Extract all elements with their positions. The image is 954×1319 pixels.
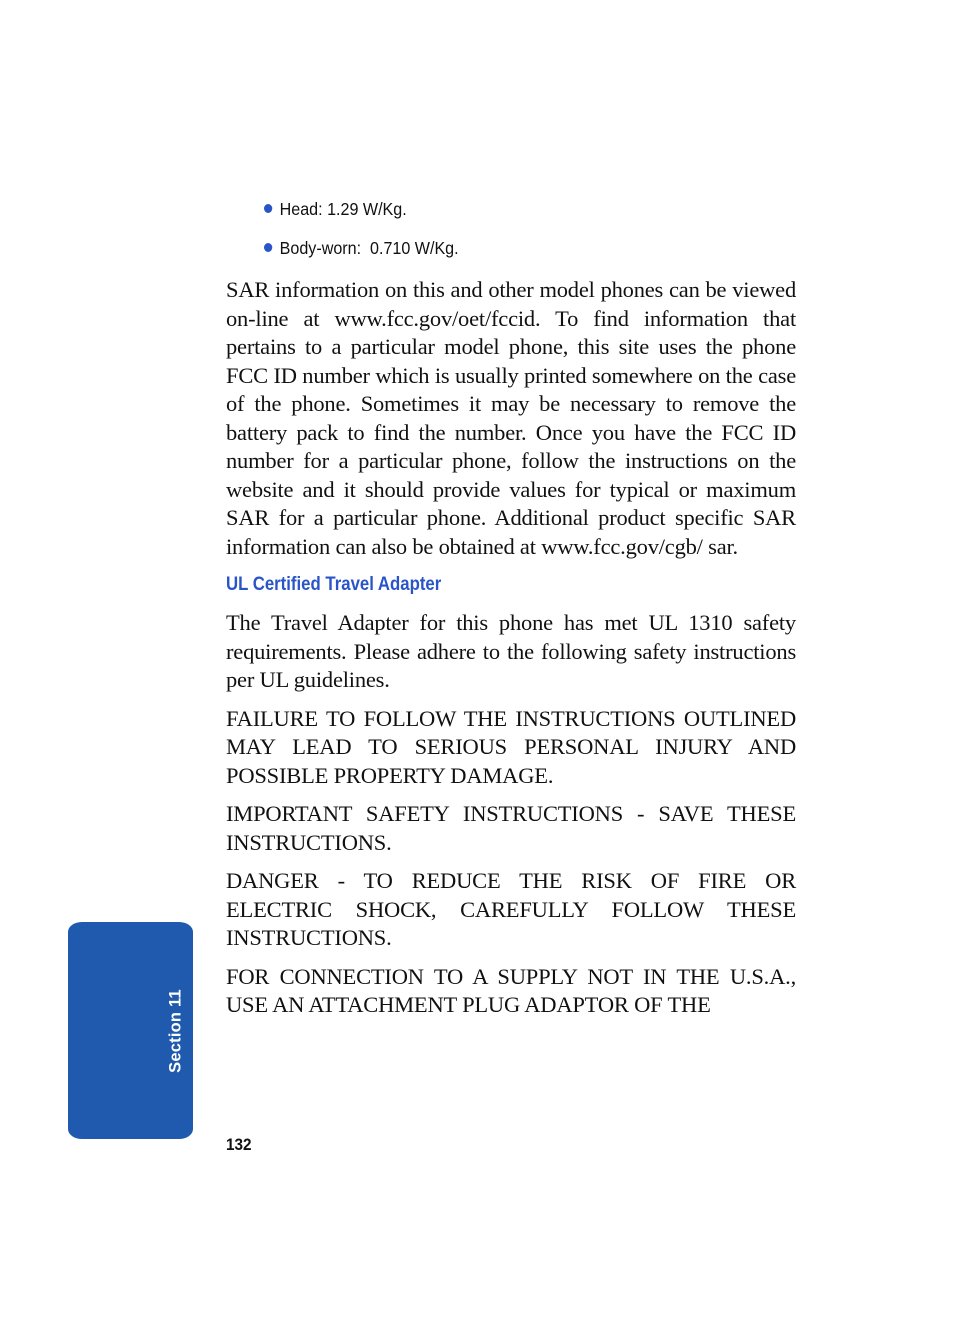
sar-values-list <box>226 198 796 259</box>
bullet-text-head: Head: 1.29 W/Kg. <box>279 199 407 219</box>
page-content <box>226 198 796 1030</box>
important-instructions-paragraph: IMPORTANT SAFETY INSTRUCTIONS - SAVE THESE INSTRUCTIONS. <box>226 801 796 855</box>
connection-paragraph: FOR CONNECTION TO A SUPPLY NOT IN THE U.S.A., USE AN ATTACHMENT PLUG ADAPTOR OF THE <box>226 963 796 1017</box>
failure-warning-paragraph: FAILURE TO FOLLOW THE INSTRUCTIONS OUTLINED MAY LEAD TO SERIOUS PERSONAL INJURY AND POSSIBLE PROPERTY DAMAGE. <box>226 705 796 788</box>
list-item <box>264 237 753 259</box>
bullet-text-body-worn: Body-worn: 0.710 W/Kg. <box>279 238 459 258</box>
bullet-dot-icon <box>264 243 272 252</box>
bullet-dot-icon <box>264 204 272 213</box>
sar-info-paragraph: SAR information on this and other model phones can be viewed on-line at www.fcc.gov/oet/fccid. To find information that pertains to a particular model phone, this site uses the phone FCC ID number which is usually printed somewhere on the case of the phone. Sometimes it may be necessary to remove the battery pack to find the number. Once you have the FCC ID number for a particular phone, follow the instructions on the website and it should provide values for typical or maximum SAR for a particular phone. Additional product specific SAR information can also be obtained at www.fcc.gov/cgb/ sar. <box>226 277 796 559</box>
section-tab-label: Section 11 <box>166 989 185 1073</box>
page-number: 132 <box>226 1135 252 1154</box>
list-item <box>264 198 753 220</box>
danger-paragraph: DANGER - TO REDUCE THE RISK OF FIRE OR ELECTRIC SHOCK, CAREFULLY FOLLOW THESE INSTRUCTIONS. <box>226 868 796 950</box>
section-heading: UL Certified Travel Adapter <box>226 573 442 595</box>
travel-adapter-paragraph: The Travel Adapter for this phone has met UL 1310 safety requirements. Please adhere to the following safety instructions per UL guidelines. <box>226 610 796 692</box>
